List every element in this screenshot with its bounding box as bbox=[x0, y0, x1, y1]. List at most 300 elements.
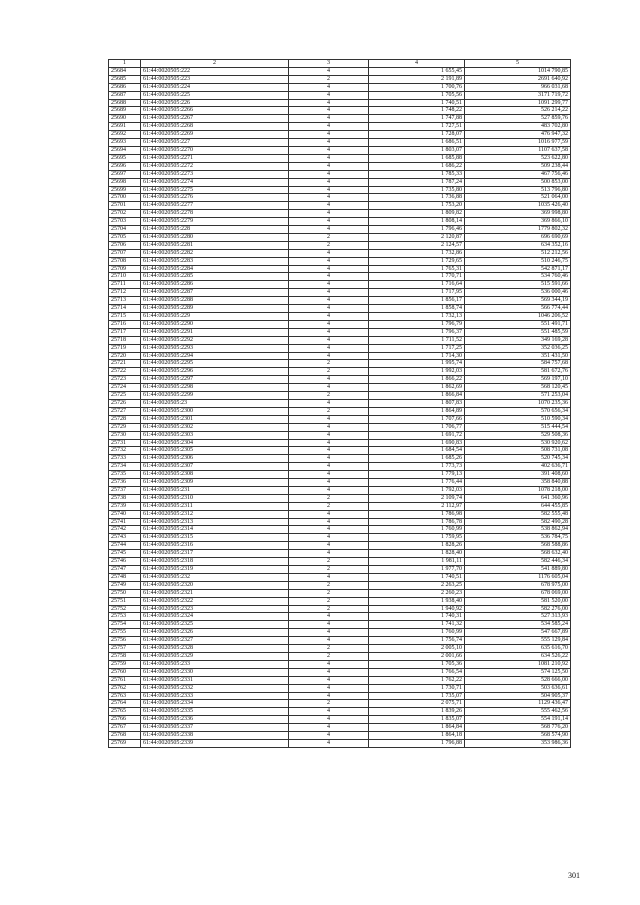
row-number-cell: 25727 bbox=[109, 407, 141, 415]
table-row bbox=[109, 431, 571, 439]
group-cell: 4 bbox=[289, 313, 369, 321]
cadastral-number-cell: 61:44:0020505:2316 bbox=[141, 542, 289, 550]
cadastral-number-cell: 61:44:0020505:2268 bbox=[141, 123, 289, 131]
group-cell: 4 bbox=[289, 257, 369, 265]
table-row bbox=[109, 613, 571, 621]
cadastral-value-cell: 515 591,66 bbox=[465, 281, 571, 289]
cadastral-number-cell: 61:44:0020505:2284 bbox=[141, 265, 289, 273]
row-number-cell: 25717 bbox=[109, 328, 141, 336]
area-cell: 1 714,30 bbox=[369, 352, 465, 360]
group-cell: 4 bbox=[289, 447, 369, 455]
cadastral-value-cell: 571 253,04 bbox=[465, 392, 571, 400]
cadastral-value-cell: 678 069,00 bbox=[465, 589, 571, 597]
group-cell: 4 bbox=[289, 384, 369, 392]
cadastral-value-cell: 541 889,80 bbox=[465, 566, 571, 574]
row-number-cell: 25742 bbox=[109, 526, 141, 534]
area-cell: 1 735,80 bbox=[369, 186, 465, 194]
group-cell: 4 bbox=[289, 107, 369, 115]
cadastral-number-cell: 61:44:0020505:2306 bbox=[141, 455, 289, 463]
row-number-cell: 25739 bbox=[109, 502, 141, 510]
table-row bbox=[109, 241, 571, 249]
table-row bbox=[109, 368, 571, 376]
row-number-cell: 25690 bbox=[109, 115, 141, 123]
row-number-cell: 25687 bbox=[109, 91, 141, 99]
row-number-cell: 25767 bbox=[109, 724, 141, 732]
row-number-cell: 25708 bbox=[109, 257, 141, 265]
cadastral-number-cell: 61:44:0020505:2301 bbox=[141, 415, 289, 423]
cadastral-value-cell: 1107 637,58 bbox=[465, 146, 571, 154]
row-number-cell: 25749 bbox=[109, 581, 141, 589]
cadastral-value-cell: 1078 218,00 bbox=[465, 486, 571, 494]
row-number-cell: 25759 bbox=[109, 660, 141, 668]
group-cell: 4 bbox=[289, 83, 369, 91]
area-cell: 1 727,51 bbox=[369, 123, 465, 131]
cadastral-number-cell: 61:44:0020505:225 bbox=[141, 91, 289, 99]
cadastral-number-cell: 61:44:0020505:2290 bbox=[141, 320, 289, 328]
row-number-cell: 25729 bbox=[109, 423, 141, 431]
group-cell: 2 bbox=[289, 233, 369, 241]
table-row bbox=[109, 305, 571, 313]
area-cell: 1 940,92 bbox=[369, 605, 465, 613]
group-cell: 2 bbox=[289, 597, 369, 605]
cadastral-number-cell: 61:44:0020505:2286 bbox=[141, 281, 289, 289]
table-row bbox=[109, 739, 571, 747]
table-row bbox=[109, 558, 571, 566]
row-number-cell: 25765 bbox=[109, 708, 141, 716]
row-number-cell: 25740 bbox=[109, 510, 141, 518]
area-cell: 1 773,73 bbox=[369, 463, 465, 471]
group-cell: 4 bbox=[289, 99, 369, 107]
area-cell: 1 766,54 bbox=[369, 668, 465, 676]
cadastral-value-cell: 568 632,40 bbox=[465, 550, 571, 558]
table-row bbox=[109, 518, 571, 526]
group-cell: 4 bbox=[289, 218, 369, 226]
group-cell: 4 bbox=[289, 637, 369, 645]
row-number-cell: 25760 bbox=[109, 668, 141, 676]
group-cell: 2 bbox=[289, 558, 369, 566]
table-row bbox=[109, 415, 571, 423]
table-row bbox=[109, 344, 571, 352]
area-cell: 1 938,40 bbox=[369, 597, 465, 605]
group-cell: 4 bbox=[289, 123, 369, 131]
cadastral-value-cell: 966 031,68 bbox=[465, 83, 571, 91]
row-number-cell: 25748 bbox=[109, 573, 141, 581]
group-cell: 4 bbox=[289, 67, 369, 75]
area-cell: 1 828,40 bbox=[369, 550, 465, 558]
row-number-cell: 25703 bbox=[109, 218, 141, 226]
group-cell: 4 bbox=[289, 542, 369, 550]
table-row bbox=[109, 597, 571, 605]
row-number-cell: 25756 bbox=[109, 637, 141, 645]
cadastral-number-cell: 61:44:0020505:2272 bbox=[141, 162, 289, 170]
table-row bbox=[109, 645, 571, 653]
group-cell: 4 bbox=[289, 732, 369, 740]
area-cell: 1 856,17 bbox=[369, 297, 465, 305]
row-number-cell: 25699 bbox=[109, 186, 141, 194]
area-cell: 2 001,66 bbox=[369, 652, 465, 660]
cadastral-value-cell: 1070 235,36 bbox=[465, 399, 571, 407]
cadastral-value-cell: 351 431,50 bbox=[465, 352, 571, 360]
cadastral-number-cell: 61:44:0020505:2325 bbox=[141, 621, 289, 629]
group-cell: 4 bbox=[289, 510, 369, 518]
group-cell: 2 bbox=[289, 494, 369, 502]
area-cell: 1 716,64 bbox=[369, 281, 465, 289]
cadastral-value-cell: 641 360,96 bbox=[465, 494, 571, 502]
cadastral-value-cell: 542 871,17 bbox=[465, 265, 571, 273]
cadastral-value-cell: 644 455,85 bbox=[465, 502, 571, 510]
area-cell: 1 809,82 bbox=[369, 210, 465, 218]
cadastral-number-cell: 61:44:0020505:2292 bbox=[141, 336, 289, 344]
group-cell: 4 bbox=[289, 439, 369, 447]
table-body bbox=[109, 67, 571, 747]
group-cell: 4 bbox=[289, 399, 369, 407]
area-cell: 2 263,25 bbox=[369, 581, 465, 589]
group-cell: 4 bbox=[289, 305, 369, 313]
area-cell: 1 760,99 bbox=[369, 629, 465, 637]
area-cell: 1 995,74 bbox=[369, 360, 465, 368]
row-number-cell: 25751 bbox=[109, 597, 141, 605]
cadastral-value-cell: 570 656,34 bbox=[465, 407, 571, 415]
cadastral-value-cell: 574 125,50 bbox=[465, 668, 571, 676]
cadastral-value-cell: 510 590,34 bbox=[465, 415, 571, 423]
group-cell: 2 bbox=[289, 75, 369, 83]
cadastral-value-cell: 555 462,56 bbox=[465, 708, 571, 716]
area-cell: 1 706,77 bbox=[369, 423, 465, 431]
group-cell: 2 bbox=[289, 360, 369, 368]
column-header-cadastral-value: 5 bbox=[465, 60, 571, 68]
column-header-row-number: 1 bbox=[109, 60, 141, 68]
area-cell: 1 740,51 bbox=[369, 99, 465, 107]
area-cell: 1 759,95 bbox=[369, 534, 465, 542]
cadastral-number-cell: 61:44:0020505:223 bbox=[141, 75, 289, 83]
group-cell: 4 bbox=[289, 170, 369, 178]
group-cell: 4 bbox=[289, 613, 369, 621]
table-row bbox=[109, 447, 571, 455]
group-cell: 4 bbox=[289, 186, 369, 194]
table-row bbox=[109, 75, 571, 83]
area-cell: 1 792,03 bbox=[369, 486, 465, 494]
cadastral-number-cell: 61:44:0020505:2279 bbox=[141, 218, 289, 226]
cadastral-number-cell: 61:44:0020505:2287 bbox=[141, 289, 289, 297]
cadastral-value-cell: 527 313,93 bbox=[465, 613, 571, 621]
row-number-cell: 25716 bbox=[109, 320, 141, 328]
cadastral-value-cell: 521 064,00 bbox=[465, 194, 571, 202]
row-number-cell: 25768 bbox=[109, 732, 141, 740]
table-row bbox=[109, 218, 571, 226]
area-cell: 2 191,89 bbox=[369, 75, 465, 83]
table-row bbox=[109, 494, 571, 502]
group-cell: 4 bbox=[289, 573, 369, 581]
table-row bbox=[109, 439, 571, 447]
group-cell: 4 bbox=[289, 281, 369, 289]
area-cell: 1 705,56 bbox=[369, 91, 465, 99]
area-cell: 1 756,74 bbox=[369, 637, 465, 645]
group-cell: 4 bbox=[289, 178, 369, 186]
cadastral-value-cell: 529 508,36 bbox=[465, 431, 571, 439]
cadastral-number-cell: 61:44:0020505:2326 bbox=[141, 629, 289, 637]
table-row bbox=[109, 289, 571, 297]
cadastral-value-cell: 554 191,14 bbox=[465, 716, 571, 724]
group-cell: 4 bbox=[289, 455, 369, 463]
row-number-cell: 25736 bbox=[109, 479, 141, 487]
row-number-cell: 25753 bbox=[109, 613, 141, 621]
table-row bbox=[109, 392, 571, 400]
table-row bbox=[109, 652, 571, 660]
cadastral-value-cell: 512 212,56 bbox=[465, 249, 571, 257]
cadastral-number-cell: 61:44:0020505:2295 bbox=[141, 360, 289, 368]
table-row bbox=[109, 210, 571, 218]
row-number-cell: 25754 bbox=[109, 621, 141, 629]
group-cell: 4 bbox=[289, 431, 369, 439]
row-number-cell: 25694 bbox=[109, 146, 141, 154]
area-cell: 1 686,51 bbox=[369, 139, 465, 147]
row-number-cell: 25707 bbox=[109, 249, 141, 257]
row-number-cell: 25734 bbox=[109, 463, 141, 471]
cadastral-number-cell: 61:44:0020505:2315 bbox=[141, 534, 289, 542]
group-cell: 2 bbox=[289, 605, 369, 613]
area-cell: 1 705,36 bbox=[369, 660, 465, 668]
cadastral-number-cell: 61:44:0020505:2300 bbox=[141, 407, 289, 415]
cadastral-value-cell: 696 690,69 bbox=[465, 233, 571, 241]
area-cell: 1 736,88 bbox=[369, 194, 465, 202]
cadastral-number-cell: 61:44:0020505:2309 bbox=[141, 479, 289, 487]
cadastral-number-cell: 61:44:0020505:2311 bbox=[141, 502, 289, 510]
table-row bbox=[109, 668, 571, 676]
cadastral-value-cell: 582 555,48 bbox=[465, 510, 571, 518]
cadastral-value-cell: 467 756,46 bbox=[465, 170, 571, 178]
area-cell: 1 729,65 bbox=[369, 257, 465, 265]
cadastral-number-cell: 61:44:0020505:2333 bbox=[141, 692, 289, 700]
cadastral-number-cell: 61:44:0020505:2291 bbox=[141, 328, 289, 336]
cadastral-value-cell: 520 745,34 bbox=[465, 455, 571, 463]
cadastral-number-cell: 61:44:0020505:2281 bbox=[141, 241, 289, 249]
cadastral-value-cell: 509 238,44 bbox=[465, 162, 571, 170]
group-cell: 2 bbox=[289, 566, 369, 574]
area-cell: 1 839,26 bbox=[369, 708, 465, 716]
area-cell: 1 779,13 bbox=[369, 471, 465, 479]
table-row bbox=[109, 660, 571, 668]
row-number-cell: 25761 bbox=[109, 676, 141, 684]
group-cell: 2 bbox=[289, 392, 369, 400]
group-cell: 4 bbox=[289, 739, 369, 747]
column-header-cadastral-number: 2 bbox=[141, 60, 289, 68]
row-number-cell: 25764 bbox=[109, 700, 141, 708]
cadastral-value-cell: 358 840,88 bbox=[465, 479, 571, 487]
cadastral-number-cell: 61:44:0020505:2278 bbox=[141, 210, 289, 218]
cadastral-number-cell: 61:44:0020505:2330 bbox=[141, 668, 289, 676]
area-cell: 1 685,26 bbox=[369, 455, 465, 463]
cadastral-number-cell: 61:44:0020505:2337 bbox=[141, 724, 289, 732]
cadastral-value-cell: 528 666,00 bbox=[465, 676, 571, 684]
table-row bbox=[109, 360, 571, 368]
table-row bbox=[109, 550, 571, 558]
cadastral-number-cell: 61:44:0020505:2331 bbox=[141, 676, 289, 684]
area-cell: 2 112,97 bbox=[369, 502, 465, 510]
cadastral-number-cell: 61:44:0020505:227 bbox=[141, 139, 289, 147]
group-cell: 4 bbox=[289, 202, 369, 210]
area-cell: 1 803,07 bbox=[369, 146, 465, 154]
cadastral-value-cell: 569 197,10 bbox=[465, 376, 571, 384]
table-row bbox=[109, 479, 571, 487]
table-row bbox=[109, 281, 571, 289]
table-row bbox=[109, 637, 571, 645]
table-row bbox=[109, 589, 571, 597]
area-cell: 1 717,25 bbox=[369, 344, 465, 352]
cadastral-value-cell: 1035 426,40 bbox=[465, 202, 571, 210]
cadastral-value-cell: 584 757,68 bbox=[465, 360, 571, 368]
cadastral-value-cell: 678 975,00 bbox=[465, 581, 571, 589]
cadastral-number-cell: 61:44:0020505:2328 bbox=[141, 645, 289, 653]
table-row bbox=[109, 700, 571, 708]
area-cell: 1 862,69 bbox=[369, 384, 465, 392]
cadastral-value-cell: 1779 802,32 bbox=[465, 226, 571, 234]
cadastral-value-cell: 634 526,22 bbox=[465, 652, 571, 660]
area-cell: 1 808,14 bbox=[369, 218, 465, 226]
cadastral-value-cell: 538 862,94 bbox=[465, 526, 571, 534]
cadastral-value-cell: 534 760,46 bbox=[465, 273, 571, 281]
cadastral-number-cell: 61:44:0020505:2314 bbox=[141, 526, 289, 534]
area-cell: 1 686,22 bbox=[369, 162, 465, 170]
table-row bbox=[109, 708, 571, 716]
area-cell: 1 786,98 bbox=[369, 510, 465, 518]
cadastral-value-cell: 551 485,59 bbox=[465, 328, 571, 336]
row-number-cell: 25715 bbox=[109, 313, 141, 321]
group-cell: 4 bbox=[289, 91, 369, 99]
cadastral-value-cell: 1046 206,52 bbox=[465, 313, 571, 321]
cadastral-value-cell: 483 702,80 bbox=[465, 123, 571, 131]
column-header-area: 4 bbox=[369, 60, 465, 68]
area-cell: 1 732,13 bbox=[369, 313, 465, 321]
group-cell: 4 bbox=[289, 162, 369, 170]
area-cell: 1 760,99 bbox=[369, 526, 465, 534]
table-row bbox=[109, 115, 571, 123]
area-cell: 1 690,83 bbox=[369, 439, 465, 447]
area-cell: 1 864,18 bbox=[369, 732, 465, 740]
row-number-cell: 25732 bbox=[109, 447, 141, 455]
area-cell: 2 109,74 bbox=[369, 494, 465, 502]
table-row bbox=[109, 463, 571, 471]
group-cell: 4 bbox=[289, 320, 369, 328]
cadastral-value-cell: 349 169,28 bbox=[465, 336, 571, 344]
table-row bbox=[109, 131, 571, 139]
row-number-cell: 25685 bbox=[109, 75, 141, 83]
group-cell: 4 bbox=[289, 463, 369, 471]
cadastral-value-cell: 476 947,32 bbox=[465, 131, 571, 139]
cadastral-value-table bbox=[108, 59, 571, 748]
group-cell: 4 bbox=[289, 328, 369, 336]
cadastral-number-cell: 61:44:0020505:2280 bbox=[141, 233, 289, 241]
table-row bbox=[109, 194, 571, 202]
cadastral-number-cell: 61:44:0020505:2321 bbox=[141, 589, 289, 597]
area-cell: 2 075,71 bbox=[369, 700, 465, 708]
table-row bbox=[109, 67, 571, 75]
cadastral-number-cell: 61:44:0020505:23 bbox=[141, 399, 289, 407]
table-row bbox=[109, 328, 571, 336]
row-number-cell: 25730 bbox=[109, 431, 141, 439]
group-cell: 4 bbox=[289, 724, 369, 732]
area-cell: 1 981,11 bbox=[369, 558, 465, 566]
row-number-cell: 25723 bbox=[109, 376, 141, 384]
row-number-cell: 25720 bbox=[109, 352, 141, 360]
cadastral-number-cell: 61:44:0020505:2273 bbox=[141, 170, 289, 178]
cadastral-value-cell: 1014 790,85 bbox=[465, 67, 571, 75]
group-cell: 2 bbox=[289, 589, 369, 597]
cadastral-number-cell: 61:44:0020505:231 bbox=[141, 486, 289, 494]
cadastral-value-cell: 369 866,10 bbox=[465, 218, 571, 226]
row-number-cell: 25702 bbox=[109, 210, 141, 218]
table-row bbox=[109, 352, 571, 360]
table-row bbox=[109, 265, 571, 273]
table-row bbox=[109, 692, 571, 700]
table-row bbox=[109, 629, 571, 637]
area-cell: 1 828,26 bbox=[369, 542, 465, 550]
table-row bbox=[109, 178, 571, 186]
table-row bbox=[109, 526, 571, 534]
cadastral-number-cell: 61:44:0020505:2267 bbox=[141, 115, 289, 123]
table-row bbox=[109, 510, 571, 518]
table-row bbox=[109, 716, 571, 724]
cadastral-number-cell: 61:44:0020505:2275 bbox=[141, 186, 289, 194]
table-row bbox=[109, 170, 571, 178]
group-cell: 4 bbox=[289, 210, 369, 218]
cadastral-value-cell: 547 667,89 bbox=[465, 629, 571, 637]
row-number-cell: 25691 bbox=[109, 123, 141, 131]
cadastral-value-cell: 530 920,62 bbox=[465, 439, 571, 447]
cadastral-number-cell: 61:44:0020505:2289 bbox=[141, 305, 289, 313]
group-cell: 4 bbox=[289, 415, 369, 423]
area-cell: 1 711,52 bbox=[369, 336, 465, 344]
group-cell: 2 bbox=[289, 407, 369, 415]
cadastral-value-cell: 523 622,80 bbox=[465, 154, 571, 162]
cadastral-number-cell: 61:44:0020505:2294 bbox=[141, 352, 289, 360]
group-cell: 4 bbox=[289, 194, 369, 202]
cadastral-number-cell: 61:44:0020505:2324 bbox=[141, 613, 289, 621]
cadastral-value-cell: 536 000,46 bbox=[465, 289, 571, 297]
row-number-cell: 25724 bbox=[109, 384, 141, 392]
table-row bbox=[109, 336, 571, 344]
area-cell: 1 776,44 bbox=[369, 479, 465, 487]
cadastral-number-cell: 61:44:0020505:2285 bbox=[141, 273, 289, 281]
row-number-cell: 25743 bbox=[109, 534, 141, 542]
area-cell: 1 700,76 bbox=[369, 83, 465, 91]
cadastral-value-cell: 503 636,61 bbox=[465, 684, 571, 692]
column-header-group: 3 bbox=[289, 60, 369, 68]
area-cell: 1 796,46 bbox=[369, 226, 465, 234]
table-row bbox=[109, 423, 571, 431]
cadastral-value-cell: 2691 640,92 bbox=[465, 75, 571, 83]
cadastral-value-cell: 536 784,75 bbox=[465, 534, 571, 542]
table-row bbox=[109, 684, 571, 692]
group-cell: 4 bbox=[289, 518, 369, 526]
group-cell: 4 bbox=[289, 629, 369, 637]
group-cell: 4 bbox=[289, 344, 369, 352]
group-cell: 2 bbox=[289, 652, 369, 660]
table-row bbox=[109, 107, 571, 115]
row-number-cell: 25710 bbox=[109, 273, 141, 281]
group-cell: 2 bbox=[289, 241, 369, 249]
page-number: 301 bbox=[568, 871, 580, 880]
row-number-cell: 25757 bbox=[109, 645, 141, 653]
row-number-cell: 25697 bbox=[109, 170, 141, 178]
table-row bbox=[109, 139, 571, 147]
cadastral-number-cell: 61:44:0020505:2308 bbox=[141, 471, 289, 479]
row-number-cell: 25686 bbox=[109, 83, 141, 91]
row-number-cell: 25763 bbox=[109, 692, 141, 700]
area-cell: 1 866,22 bbox=[369, 376, 465, 384]
cadastral-number-cell: 61:44:0020505:2307 bbox=[141, 463, 289, 471]
cadastral-number-cell: 61:44:0020505:2296 bbox=[141, 368, 289, 376]
cadastral-number-cell: 61:44:0020505:2317 bbox=[141, 550, 289, 558]
